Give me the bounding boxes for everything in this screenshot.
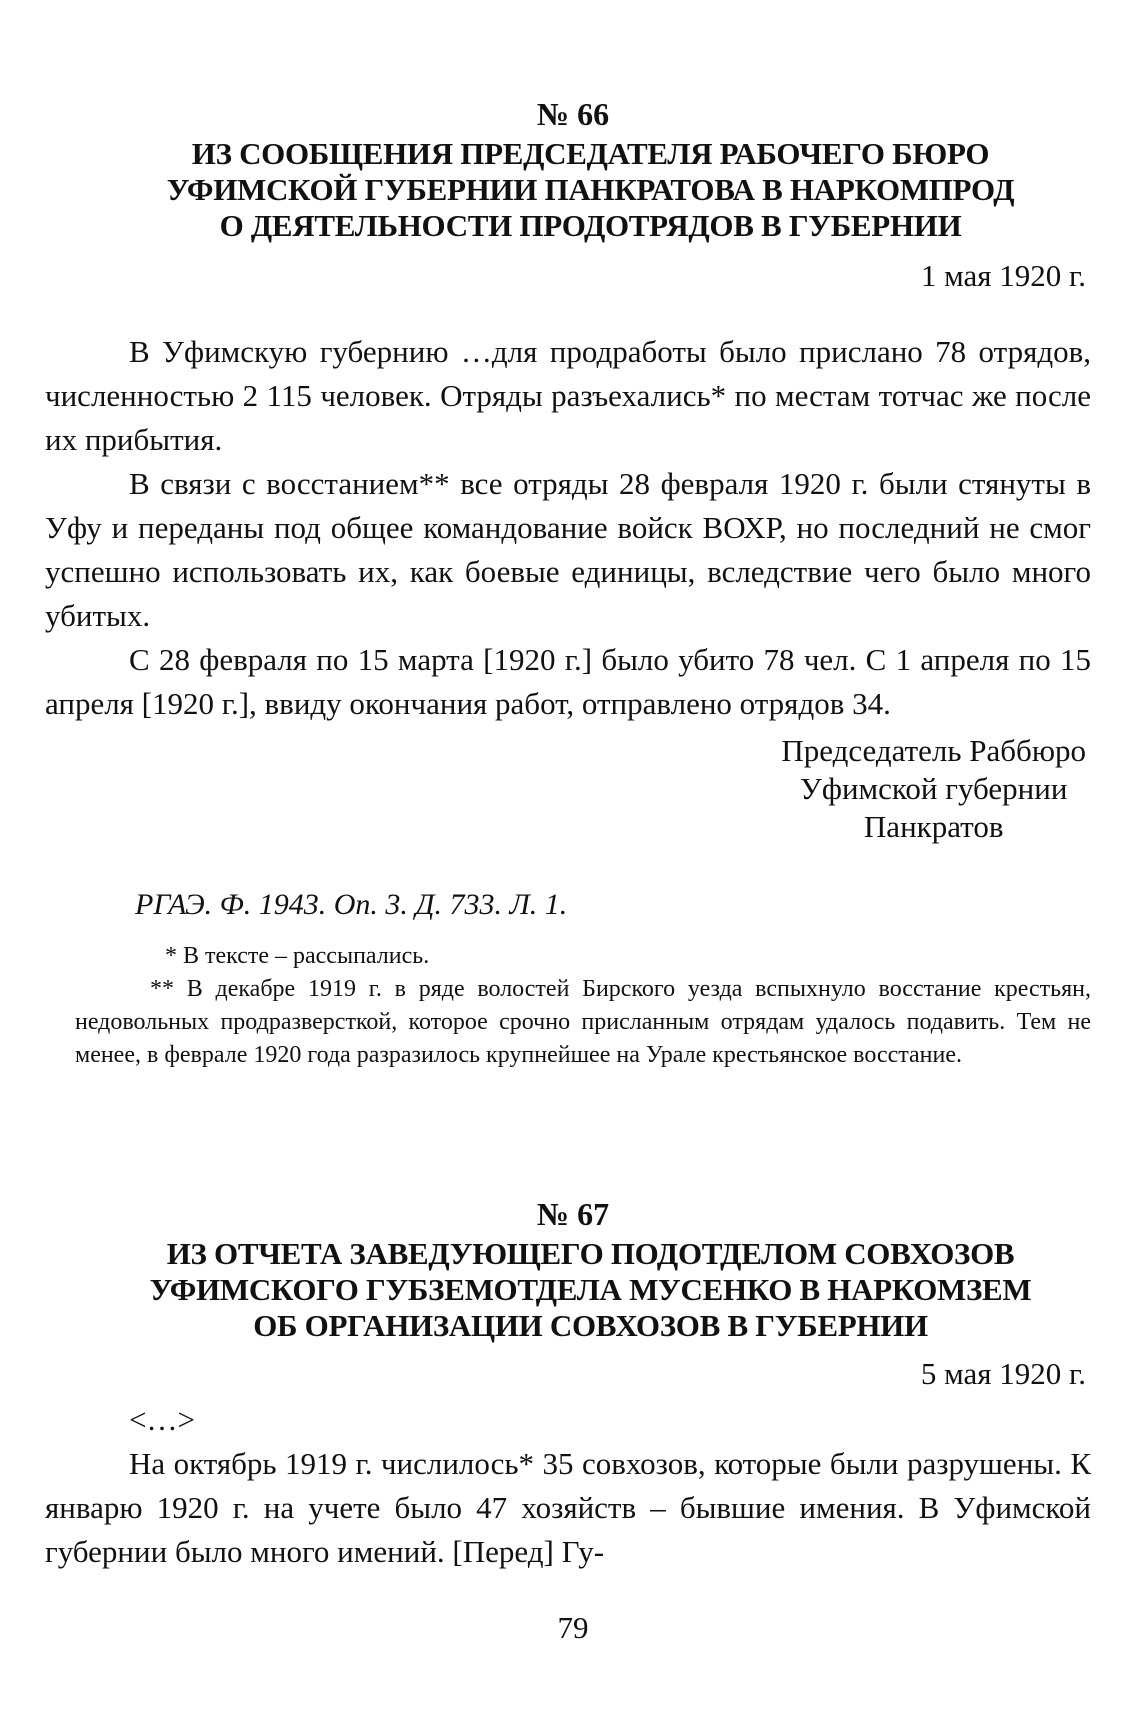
footnote: * В тексте – рассыпались.	[165, 943, 430, 969]
signature-line: Панкратов	[863, 809, 1004, 844]
doc67-paragraph: На октябрь 1919 г. числилось* 35 совхозов, которые были разрушены. К январю 1920 г. на учете было 47 хозяйств – бывшие имения. В Уфимской губернии было много имений. [Перед] Гу-	[45, 1446, 1091, 1569]
doc67-title-line: УФИМСКОГО ГУБЗЕМОТДЕЛА МУСЕНКО В НАРКОМЗЕМ	[149, 1272, 1032, 1307]
signature-line: Уфимской губернии	[799, 771, 1068, 806]
doc66-title	[95, 136, 1086, 244]
doc66-paragraph: С 28 февраля по 15 марта [1920 г.] было убито 78 чел. С 1 апреля по 15 апреля [1920 г.], ввиду окончания работ, отправлено отрядов 34.	[45, 642, 1091, 721]
doc67-title-line: ИЗ ОТЧЕТА ЗАВЕДУЮЩЕГО ПОДОТДЕЛОМ СОВХОЗОВ	[166, 1236, 1015, 1271]
footnote: ** В декабре 1919 г. в ряде волостей Бирского уезда вспыхнуло восстание крестьян, недовольных продразверсткой, которое срочно присланным отрядам удалось подавить. Тем не менее, в феврале 1920 года разразилось крупнейшее на Урале крестьянское восстание.	[75, 976, 1091, 1068]
signature-line: Председатель Раббюро	[781, 733, 1086, 768]
doc67-title	[95, 1236, 1086, 1344]
doc66-archive-reference: РГАЭ. Ф. 1943. Оп. 3. Д. 733. Л. 1.	[135, 888, 568, 921]
doc66-number: № 66	[536, 96, 610, 132]
doc66-date: 1 мая 1920 г.	[920, 258, 1086, 293]
doc66-title-line: О ДЕЯТЕЛЬНОСТИ ПРОДОТРЯДОВ В ГУБЕРНИИ	[219, 208, 962, 243]
doc66-paragraph: В Уфимскую губернию …для продработы было прислано 78 отрядов, численностью 2 115 человек. Отряды разъехались* по местам тотчас же после их прибытия.	[45, 334, 1091, 457]
doc66-title-line: ИЗ СООБЩЕНИЯ ПРЕДСЕДАТЕЛЯ РАБОЧЕГО БЮРО	[191, 136, 990, 171]
doc66-title-line: УФИМСКОЙ ГУБЕРНИИ ПАНКРАТОВА В НАРКОМПРОД	[166, 172, 1015, 207]
doc67-date: 5 мая 1920 г.	[920, 1356, 1086, 1391]
doc66-body	[45, 330, 1091, 726]
doc66-footnotes	[75, 940, 1091, 1072]
doc66-signature	[781, 732, 1086, 846]
doc67-number: № 67	[536, 1196, 610, 1232]
page-number: 79	[557, 1610, 589, 1645]
doc67-title-line: ОБ ОРГАНИЗАЦИИ СОВХОЗОВ В ГУБЕРНИИ	[253, 1308, 928, 1343]
doc66-paragraph: В связи с восстанием** все отряды 28 февраля 1920 г. были стянуты в Уфу и переданы под общее командование войск ВОХР, но последний не смог успешно использовать их, как боевые единицы, вследствие чего было много убитых.	[45, 466, 1091, 633]
doc67-omission: <…>	[129, 1402, 195, 1437]
doc67-body	[45, 1398, 1091, 1574]
